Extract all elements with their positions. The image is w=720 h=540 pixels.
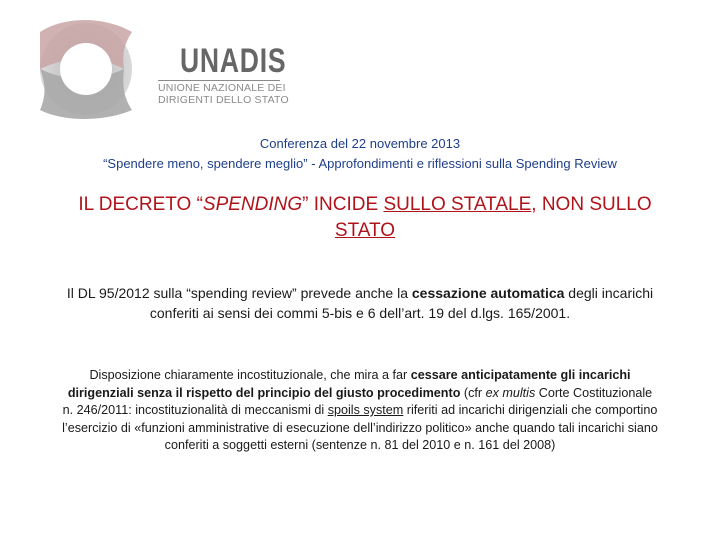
headline-part1: IL DECRETO “ bbox=[78, 194, 203, 215]
headline-stato: STATO bbox=[334, 220, 396, 241]
logo-wordmark: UNADIS bbox=[180, 42, 287, 80]
logo-subtitle-line1: UNIONE NAZIONALE DEI bbox=[158, 82, 286, 94]
p2-bold: cessare anticipatamente gli incarichi dirigenziali senza il rispetto del principio del giusto procedimento bbox=[67, 368, 631, 400]
logo-divider bbox=[158, 80, 280, 81]
p1-bold: cessazione automatica bbox=[411, 285, 565, 301]
headline-spending: SPENDING bbox=[202, 194, 303, 215]
p1-text1: Il DL 95/2012 sulla “spending review” prevede anche la bbox=[66, 285, 412, 301]
conference-subtitle: “Spendere meno, spendere meglio” - Approfondimenti e riflessioni sulla Spending Review bbox=[103, 156, 617, 171]
conference-date: Conferenza del 22 novembre 2013 bbox=[259, 136, 461, 151]
logo-emblem-icon bbox=[34, 14, 144, 124]
headline-statale: SULLO STATALE bbox=[383, 194, 532, 215]
p2-italic: ex multis bbox=[485, 385, 536, 400]
p2-t3: Corte Costituzionale n. 246/2011: incostituzionalità di meccanismi di bbox=[62, 385, 653, 418]
unadis-logo bbox=[34, 14, 289, 124]
headline bbox=[70, 192, 660, 244]
headline-part3: ” INCIDE bbox=[302, 194, 384, 215]
paragraph-unconstitutional bbox=[62, 367, 658, 455]
p2-t1: Disposizione chiaramente incostituzionale, che mira a far bbox=[89, 368, 411, 382]
logo-subtitle-line2: DIRIGENTI DELLO STATO bbox=[158, 94, 289, 106]
p2-t4: riferiti ad incarichi dirigenziali che comportino l’esercizio di «funzioni amministrative di esecuzione dell’indirizzo politico» anche quando tali incarichi siano conferiti a soggetti esterni (sentenze n. 81 del 2010 e n. 161 del 2008) bbox=[62, 403, 658, 453]
p2-t2: (cfr bbox=[460, 385, 486, 400]
headline-part5: , NON SULLO bbox=[531, 194, 652, 215]
p1-text2: degli incarichi conferiti ai sensi dei commi 5-bis e 6 dell’art. 19 del d.lgs. 165/2001. bbox=[149, 285, 654, 321]
paragraph-decree bbox=[60, 283, 660, 323]
conference-title bbox=[40, 134, 680, 174]
logo-subtitle bbox=[158, 82, 289, 106]
p2-spoils-system: spoils system bbox=[327, 403, 404, 418]
